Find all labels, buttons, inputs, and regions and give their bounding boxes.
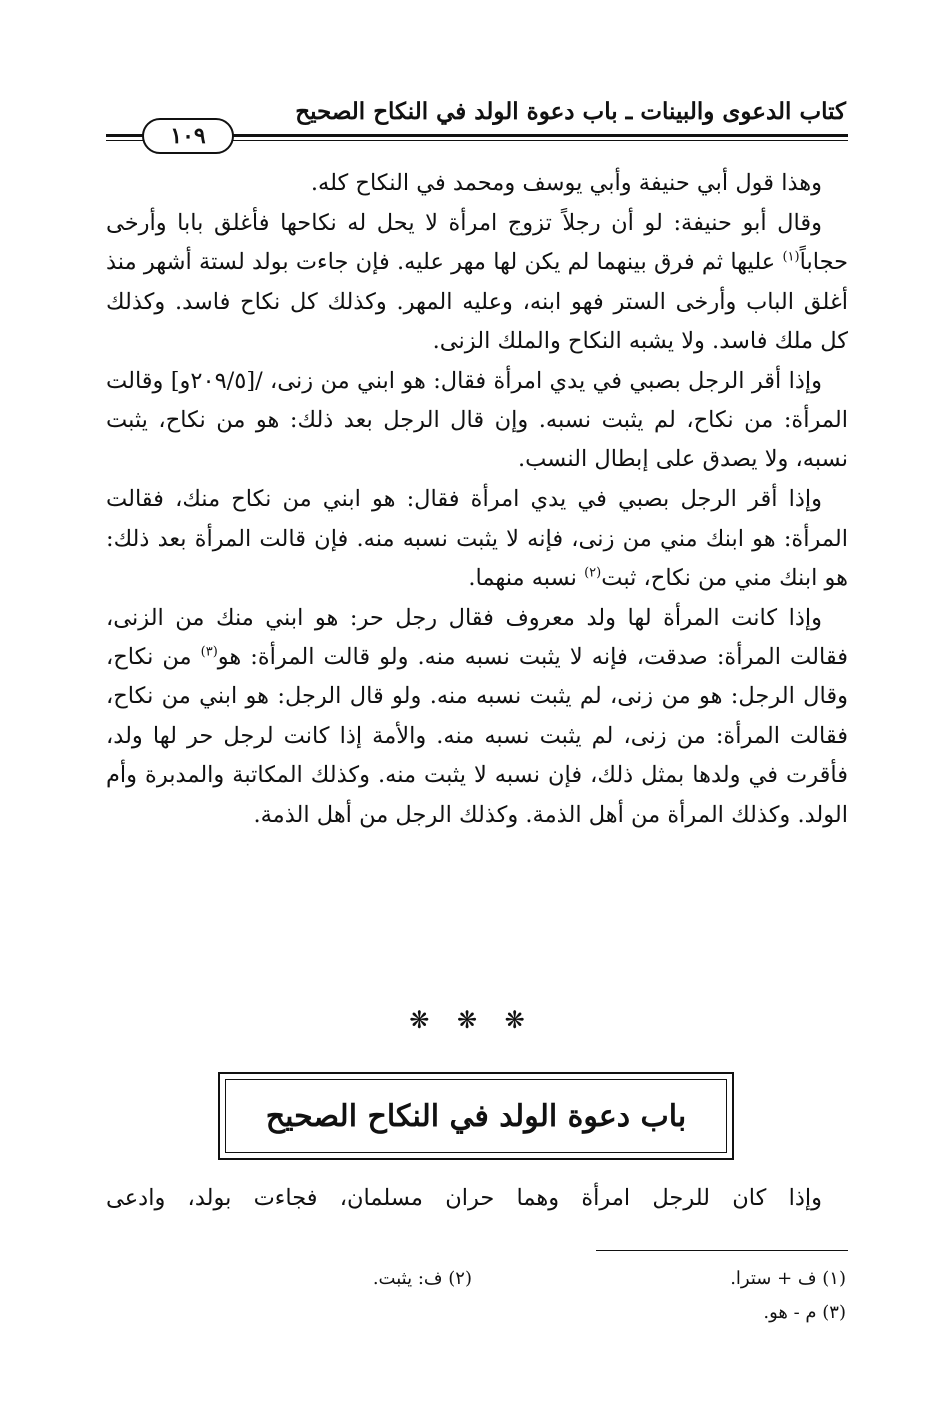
footnote-3: (٣) م - هو. <box>763 1302 846 1323</box>
footnote-2: (٢) ف: يثبت. <box>372 1268 472 1289</box>
section-first-paragraph: وإذا كان للرجل امرأة وهما حران مسلمان، فجاءت بولد، وادعى <box>106 1185 822 1211</box>
paragraph-2 <box>106 204 848 362</box>
paragraph-5-text-b: من نكاح، وقال الرجل: هو من زنى، لم يثبت نسبه منه. ولو قال الرجل: هو ابني من نكاح، فقالت المرأة: من زنى، لم يثبت نسبه منه. والأمة إذا كانت لرجل حر لها ولد، فأقرت في ولدها بمثل ذلك، فإن نسبه لا يثبت منه. وكذلك المكاتبة والمدبرة وأم الولد. وكذلك المرأة من أهل الذمة. وكذلك الرجل من أهل الذمة. <box>106 644 848 828</box>
paragraph-4-text-a: وإذا أقر الرجل بصبي في يدي امرأة فقال: هو ابني من نكاح منك، فقالت المرأة: هو ابنك مني من زنى، فإنه لا يثبت نسبه منه. فإن قالت المرأة بعد ذلك: هو ابنك مني من نكاح، ثبت <box>106 486 848 591</box>
paragraph-4 <box>106 480 848 598</box>
running-header-title: كتاب الدعوى والبينات ـ باب دعوة الولد في النكاح الصحيح <box>295 98 846 125</box>
footnote-marker-3: (٣) <box>200 644 218 660</box>
page-number-badge <box>142 118 234 154</box>
paragraph-4-text-b: نسبه منهما. <box>468 564 585 591</box>
section-separator: ❋ ❋ ❋ <box>409 1006 535 1034</box>
paragraph-2-text-a: وقال أبو حنيفة: لو أن رجلاً تزوج امرأة لا يحل له نكاحها فأغلق بابا وأرخى حجاباً <box>106 209 848 276</box>
footnote-marker-1: (١) <box>782 249 800 265</box>
paragraph-1: وهذا قول أبي حنيفة وأبي يوسف ومحمد في النكاح كله. <box>310 170 822 196</box>
section-heading-frame <box>218 1072 734 1160</box>
paragraph-5 <box>106 599 848 835</box>
paragraph-3: وإذا أقر الرجل بصبي في يدي امرأة فقال: هو ابني من زنى، /[٢٠٩/٥و] وقالت المرأة: من نكاح، لم يثبت نسبه. وإن قال الرجل بعد ذلك: هو من نكاح، يثبت نسبه، ولا يصدق على إبطال النسب. <box>106 367 848 473</box>
footnote-1: (١) ف + سترا. <box>730 1268 846 1289</box>
page-number: ١٠٩ <box>170 123 206 149</box>
main-text <box>106 164 848 835</box>
footnote-rule <box>596 1250 848 1251</box>
footnote-marker-2: (٢) <box>584 565 602 581</box>
paragraph-2-text-b: عليها ثم فرق بينهما لم يكن لها مهر عليه. فإن جاءت بولد لستة أشهر منذ أغلق الباب وأرخى الستر فهو ابنه، وعليه المهر. وكذلك كل نكاح فاسد. وكذلك كل ملك فاسد. ولا يشبه النكاح والملك الزنى. <box>106 249 848 354</box>
paragraph-5-text-a: وإذا كانت المرأة لها ولد معروف فقال رجل حر: هو ابني منك من الزنى، فقالت المرأة: صدقت، فإنه لا يثبت نسبه منه. ولو قالت المرأة: هو <box>106 604 848 671</box>
section-heading: باب دعوة الولد في النكاح الصحيح <box>265 1098 687 1134</box>
section-heading-inner-frame <box>225 1079 727 1153</box>
